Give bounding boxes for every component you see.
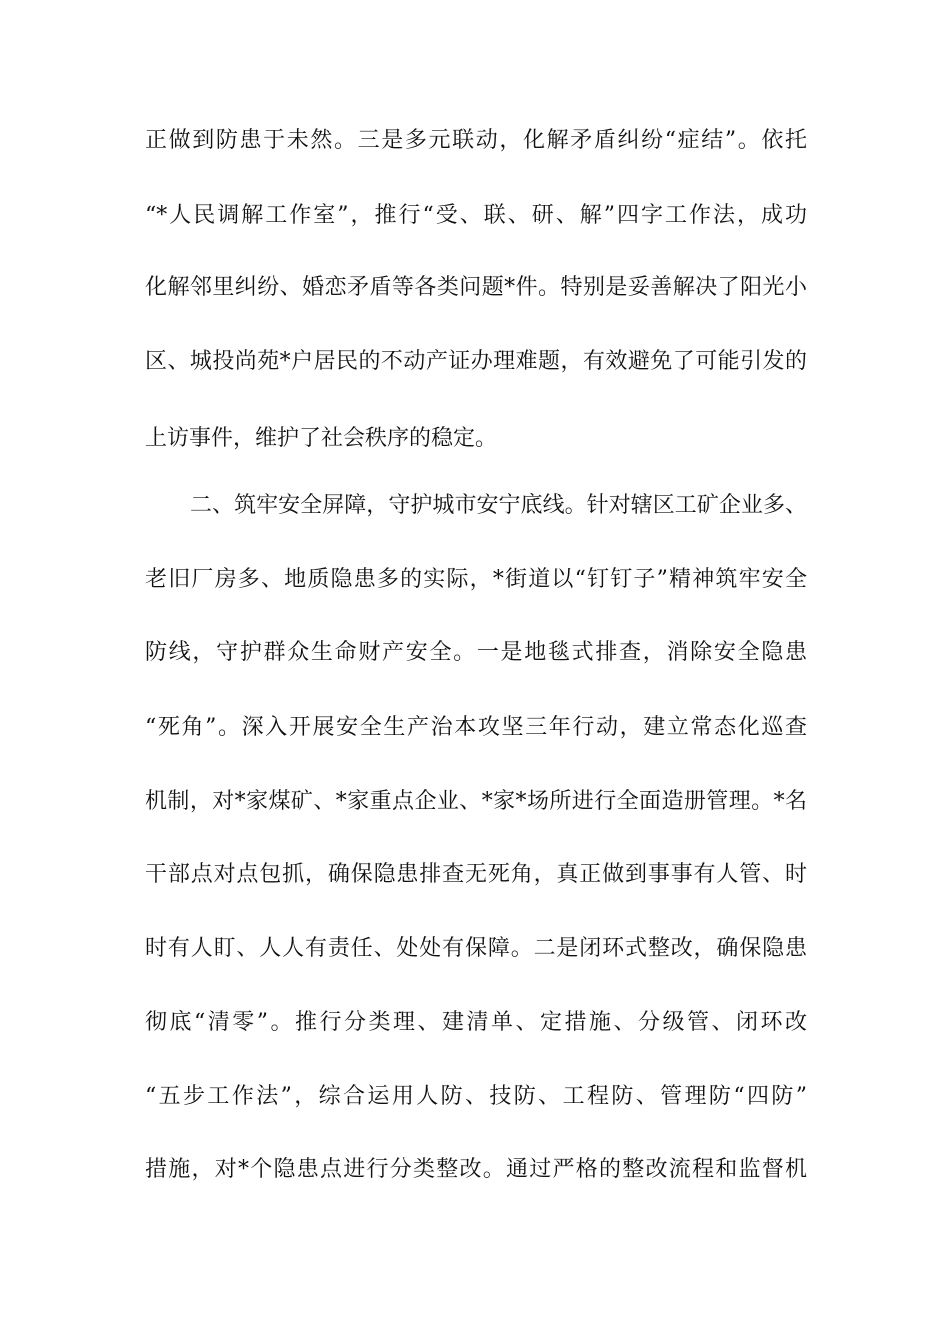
text-line-2: “*人民调解工作室”，推行“受、联、研、解”四字工作法，成功 bbox=[145, 203, 807, 228]
text-line-10: 机制，对*家煤矿、*家重点企业、*家*场所进行全面造册管理。*名 bbox=[145, 789, 807, 814]
text-line-3: 化解邻里纠纷、婚恋矛盾等各类问题*件。特别是妥善解决了阳光小 bbox=[145, 275, 807, 300]
text-line-4: 区、城投尚苑*户居民的不动产证办理难题，有效避免了可能引发的 bbox=[145, 349, 807, 374]
text-line-5: 上访事件，维护了社会秩序的稳定。 bbox=[145, 426, 498, 451]
text-line-13: 彻底“清零”。推行分类理、建清单、定措施、分级管、闭环改 bbox=[145, 1010, 807, 1035]
text-line-14: “五步工作法”，综合运用人防、技防、工程防、管理防“四防” bbox=[145, 1084, 807, 1109]
text-line-1: 正做到防患于未然。三是多元联动，化解矛盾纠纷“症结”。依托 bbox=[145, 128, 807, 153]
text-line-7: 老旧厂房多、地质隐患多的实际，*街道以“钉钉子”精神筑牢安全 bbox=[145, 567, 807, 592]
text-line-12: 时有人盯、人人有责任、处处有保障。二是闭环式整改，确保隐患 bbox=[145, 936, 807, 961]
text-line-9: “死角”。深入开展安全生产治本攻坚三年行动，建立常态化巡查 bbox=[145, 715, 807, 740]
paragraph-heading-line: 二、筑牢安全屏障，守护城市安宁底线。针对辖区工矿企业多、 bbox=[190, 493, 807, 518]
text-line-15: 措施，对*个隐患点进行分类整改。通过严格的整改流程和监督机 bbox=[145, 1157, 807, 1182]
text-line-11: 干部点对点包抓，确保隐患排查无死角，真正做到事事有人管、时 bbox=[145, 862, 807, 887]
text-line-8: 防线，守护群众生命财产安全。一是地毯式排查，消除安全隐患 bbox=[145, 640, 807, 665]
